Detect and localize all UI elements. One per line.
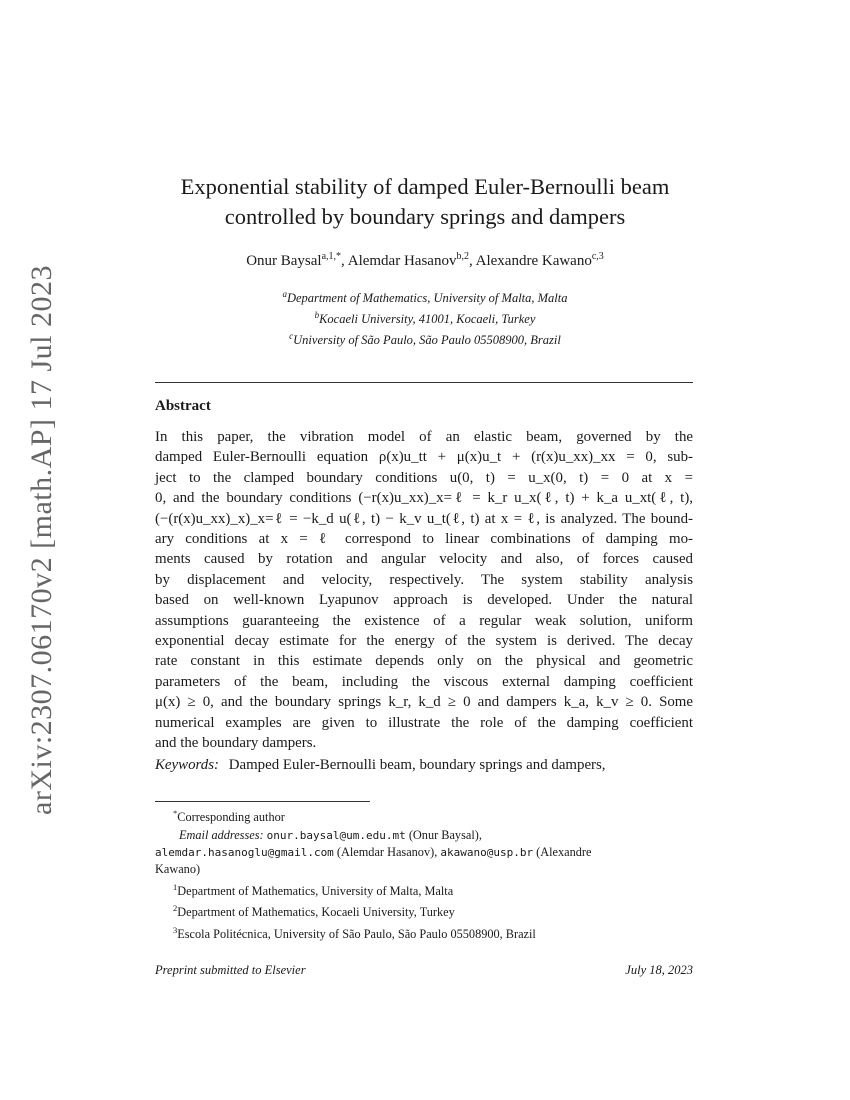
affiliation (150, 307, 700, 328)
email-link[interactable]: alemdar.hasanoglu@gmail.com (155, 845, 334, 859)
footnote-mark: * (173, 808, 178, 818)
abstract-line: and the boundary dampers. (155, 735, 317, 752)
footnote-text: Department of Mathematics, Kocaeli University, Turkey (177, 905, 455, 920)
affiliation-text: University of São Paulo, São Paulo 05508900, Brazil (293, 333, 561, 348)
affiliations (150, 286, 700, 349)
paper-title (150, 172, 700, 232)
footnote-text: Department of Mathematics, University of Malta, Malta (177, 883, 454, 898)
affiliation (150, 286, 700, 307)
author-marks: a,1,* (321, 251, 342, 262)
email-line (155, 827, 693, 844)
abstract-line: ary conditions at x = ℓ correspond to linear combinations of damping mo- (155, 531, 693, 548)
abstract-line: 0, and the boundary conditions (−r(x)u_xx)_x=ℓ = k_r u_x(ℓ, t) + k_a u_xt(ℓ, t), (155, 490, 693, 507)
abstract-line: rate constant in this estimate depends only on the physical and geometric (155, 653, 693, 670)
author-name: Onur Baysal (246, 253, 322, 269)
footnotes (155, 805, 693, 943)
affiliation-mark: c (289, 331, 294, 342)
abstract-top-rule (155, 382, 693, 383)
affiliation-text: Kocaeli University, 41001, Kocaeli, Turkey (319, 312, 536, 327)
footnote-mark: 2 (173, 903, 178, 914)
author-name: Alexandre Kawano (475, 253, 592, 269)
email-owner: (Alemdar Hasanov), (336, 844, 438, 859)
corresponding-text: Corresponding author (177, 810, 285, 825)
footnote-mark: 3 (173, 924, 178, 935)
author-list: Onur Baysal$^{a,1,*}$, Alemdar Hasanov$^{b,2}$, Alexandre Kawano$^{c,3}$ (246, 251, 604, 269)
footnote (155, 879, 693, 901)
abstract-line: μ(x) ≥ 0, and the boundary springs k_r, k_d ≥ 0 and dampers k_a, k_v ≥ 0. Some (155, 694, 693, 711)
email-link[interactable]: onur.baysal@um.edu.mt (266, 828, 406, 842)
preprint-date: July 18, 2023 (625, 963, 693, 977)
abstract-line: In this paper, the vibration model of an elastic beam, governed by the (155, 429, 693, 445)
arxiv-side-identifier (22, 265, 62, 815)
footnote (155, 900, 693, 922)
title-line-2: controlled by boundary springs and dampers (224, 204, 626, 229)
abstract-line: based on well-known Lyapunov approach is developed. Under the natural (155, 592, 693, 609)
arxiv-identifier-text: arXiv:2307.06170v2 [math.AP] 17 Jul 2023 (25, 265, 58, 815)
email-owner: (Onur Baysal), (408, 827, 482, 842)
abstract-heading: Abstract (155, 398, 211, 414)
corresponding-author-note (155, 805, 693, 827)
abstract-line: ments caused by rotation and angular velocity and also, of forces caused (155, 551, 693, 568)
abstract-line: damped Euler-Bernoulli equation ρ(x)u_tt + μ(x)u_t + (r(x)u_xx)_xx = 0, sub- (155, 449, 693, 466)
abstract-line: ject to the clamped boundary conditions u(0, t) = u_x(0, t) = 0 at x = (155, 469, 693, 486)
footnote-rule (155, 801, 370, 802)
keywords (155, 757, 606, 774)
keywords-text: Damped Euler-Bernoulli beam, boundary springs and dampers, (228, 757, 606, 773)
abstract-line: parameters of the beam, including the viscous external damping coefficient (155, 673, 693, 690)
abstract-line: (−(r(x)u_xx)_x)_x=ℓ = −k_d u(ℓ, t) − k_v u_t(ℓ, t) at x = ℓ, is analyzed. The bound- (155, 510, 693, 527)
abstract-line: assumptions guaranteeing the existence of a regular weak solution, uniform (155, 612, 693, 629)
title-line-1: Exponential stability of damped Euler-Bernoulli beam (180, 174, 670, 199)
author-marks: c,3 (591, 251, 604, 262)
email-owner: (Alexandre (536, 844, 592, 859)
email-label: Email addresses: (179, 827, 264, 842)
author-marks: b,2 (456, 251, 469, 262)
footnote (155, 922, 693, 944)
abstract-body (155, 427, 693, 754)
affiliation-text: Department of Mathematics, University of Malta, Malta (286, 291, 568, 306)
affiliation-mark: b (314, 310, 320, 321)
email-line (155, 844, 693, 861)
abstract-line: by displacement and velocity, respectively. The system stability analysis (155, 571, 693, 588)
affiliation (150, 328, 700, 349)
footnote-mark: 1 (173, 881, 178, 892)
footnote-text: Escola Politécnica, University of São Paulo, São Paulo 05508900, Brazil (177, 926, 536, 941)
preprint-note: Preprint submitted to Elsevier (155, 963, 306, 977)
abstract-line: exponential decay estimate for the energy of the system is derived. The decay (155, 633, 693, 650)
author-name: Alemdar Hasanov (347, 253, 457, 269)
email-owner-continued: Kawano) (155, 862, 201, 877)
email-link[interactable]: akawano@usp.br (440, 845, 534, 859)
affiliation-mark: a (282, 289, 287, 299)
abstract-line: numerical examples are given to illustrate the role of the damping coefficient (155, 714, 693, 731)
keywords-label: Keywords: (155, 757, 219, 773)
